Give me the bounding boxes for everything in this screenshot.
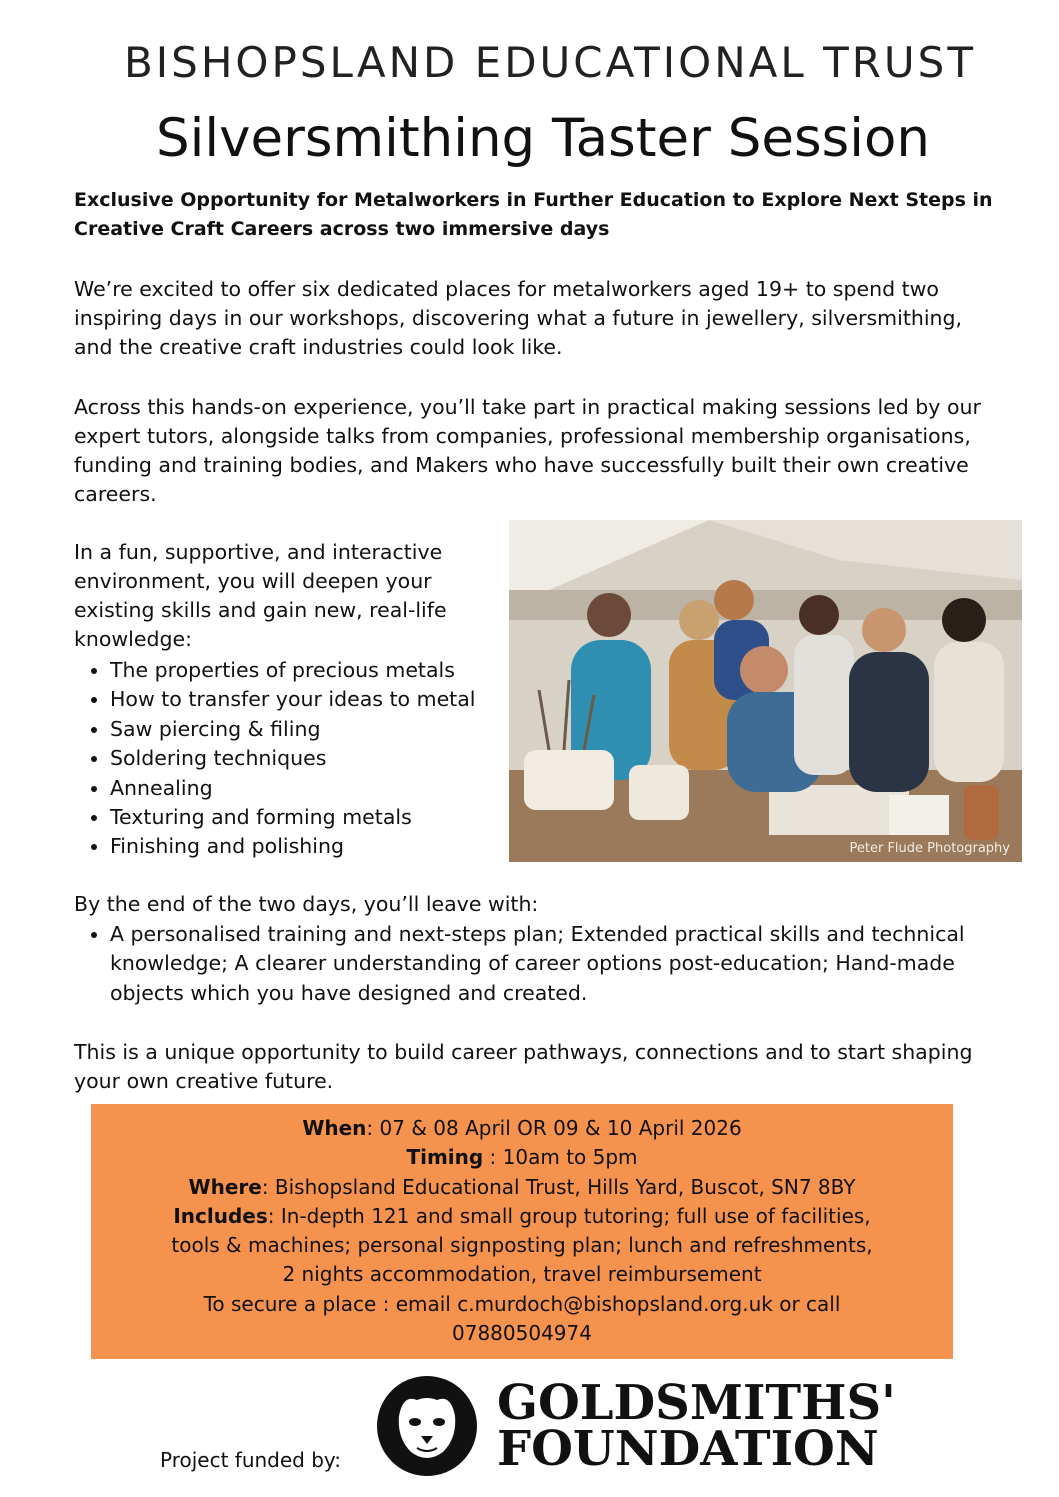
where-value: : Bishopsland Educational Trust, Hills Yard, Buscot, SN7 8BY — [261, 1174, 856, 1199]
list-item: • The properties of precious metals — [110, 656, 540, 685]
workshop-photo — [509, 520, 1022, 862]
list-item: • Saw piercing & filing — [110, 715, 540, 744]
outcomes-intro: By the end of the two days, you’ll leave with: — [74, 892, 539, 916]
intro-paragraph: We’re excited to offer six dedicated places for metalworkers aged 19+ to spend two inspiring days in our workshops, discovering what a future in jewellery, silversmithing, and the creative craft industries could look like. — [74, 277, 963, 359]
panther-logo-icon — [377, 1376, 477, 1476]
skills-list — [74, 656, 540, 862]
list-item: • Finishing and polishing — [110, 832, 540, 861]
list-item: • Soldering techniques — [110, 744, 540, 773]
list-item: • How to transfer your ideas to metal — [110, 685, 540, 714]
where-label: Where — [188, 1174, 262, 1199]
when-label: When — [302, 1116, 367, 1140]
photo-credit: Peter Flude Photography — [849, 841, 1010, 856]
funded-by-label: Project funded by: — [160, 1448, 342, 1472]
page-title: Silversmithing Taster Session — [156, 108, 930, 169]
list-item: • A personalised training and next-steps plan; Extended practical skills and technical knowledge; A clearer understanding of career options post-education; Hand-made objects which you have designed and created. — [110, 920, 1010, 1008]
contact-line: To secure a place : email c.murdoch@bishopsland.org.uk or call 07880504974 — [203, 1291, 841, 1346]
list-item: • Annealing — [110, 774, 540, 803]
where-line — [91, 1173, 953, 1202]
outcomes-list — [74, 920, 1010, 1008]
experience-paragraph: Across this hands-on experience, you’ll take part in practical making sessions led by our expert tutors, alongside talks from companies, professional membership organisations, funding and training bodies, and Makers who have successfully built their own creative careers. — [74, 395, 981, 506]
event-details-box — [91, 1104, 953, 1359]
closing-paragraph: This is a unique opportunity to build career pathways, connections and to start shaping your own creative future. — [74, 1040, 973, 1093]
timing-line — [91, 1143, 953, 1172]
includes-label: Includes — [173, 1203, 268, 1228]
lead-statement: Exclusive Opportunity for Metalworkers in Further Education to Explore Next Steps in Creative Craft Careers across two immersive days — [74, 189, 993, 240]
when-value: : 07 & 08 April OR 09 & 10 April 2026 — [366, 1116, 742, 1140]
timing-label: Timing — [406, 1145, 484, 1170]
funder-line-1: GOLDSMITHS' — [497, 1375, 896, 1431]
when-line — [91, 1114, 953, 1143]
includes-line — [91, 1202, 953, 1290]
funder-line-2: FOUNDATION — [497, 1421, 879, 1477]
workshop-photo-illustration — [509, 520, 1022, 862]
funder-logo-text — [497, 1375, 896, 1477]
includes-value: : In-depth 121 and small group tutoring; full use of facilities, tools & machines; personal signposting plan; lunch and refreshments, 2 nights accommodation, travel reimbursement — [171, 1203, 873, 1287]
timing-value: : 10am to 5pm — [483, 1145, 638, 1170]
list-item: • Texturing and forming metals — [110, 803, 540, 832]
environment-paragraph: In a fun, supportive, and interactive environment, you will deepen your existing skills and gain new, real-life knowledge: — [74, 540, 447, 651]
organisation-name: BISHOPSLAND EDUCATIONAL TRUST — [123, 38, 976, 87]
